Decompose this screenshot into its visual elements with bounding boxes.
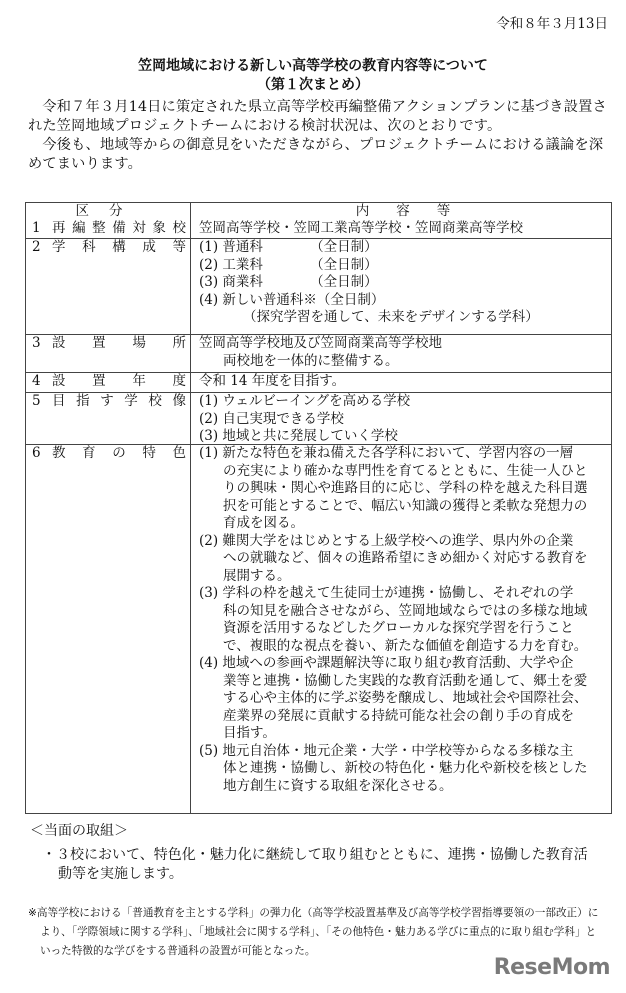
content-line: (5) 地元自治体・地元企業・大学・中学校等からなる多様な主	[199, 742, 574, 759]
row-category	[26, 239, 191, 334]
content-line: 育成を図る。	[223, 515, 304, 531]
content-line: 地方創生に資する取組を深化させる。	[223, 777, 453, 794]
content-line: 科の知見を融合させながら、笠岡地域ならではの多様な地域	[223, 602, 588, 619]
content-line: (3) 地域と共に発展していく学校	[199, 428, 398, 444]
content-line: で、複眼的な視点を養い、新たな価値を創造する力を育む。	[223, 637, 588, 654]
content-line: りの興味・関心や進路目的に応じ、学科の枠を越えた科目選	[223, 480, 588, 496]
table-row	[26, 372, 611, 392]
row-category	[26, 445, 191, 813]
initiatives-line: ・３校において、特色化・魅力化に継続して取り組むとともに、連携・協働した教育活	[42, 847, 588, 863]
footnote	[28, 904, 598, 961]
row-number: 2	[32, 239, 41, 255]
intro-line: めてまいります。	[28, 156, 142, 172]
content-line: する心や主体的に学ぶ姿勢を醸成し、地域社会や国際社会、	[223, 690, 588, 706]
row-content	[191, 335, 611, 372]
row-category	[26, 335, 191, 372]
document-title: 笠岡地域における新しい高等学校の教育内容等について	[138, 58, 488, 74]
content-line: 資源を活用するなどしたグローカルな探究学習を行うこと	[223, 620, 574, 636]
row-content	[191, 393, 611, 444]
current-initiatives	[30, 822, 588, 884]
content-line: 目指す。	[223, 725, 276, 741]
row-label: 目指す学校像	[52, 393, 186, 409]
content-line: (3) 学科の枠を越えて生徒同士が連携・協働し、それぞれの学	[199, 585, 574, 601]
content-line: （探究学習を通して、未来をデザインする学科）	[243, 309, 539, 325]
content-line: (1) 新たな特色を兼ね備えた各学科において、学習内容の一層	[199, 445, 574, 461]
footnote-line: より、「学際領域に関する学科」、「地域社会に関する学科」、「その他特色・魅力ある学びに重点的に取り組む学科」と	[40, 926, 597, 938]
row-number: 3	[32, 335, 41, 351]
footnote-line: いった特徴的な学びをする普通科の設置が可能となった。	[40, 945, 316, 957]
row-label: 学科構成等	[52, 239, 186, 255]
content-line: (1) 普通科 （全日制）	[199, 239, 378, 255]
row-number: 4	[32, 373, 41, 389]
row-content	[191, 220, 611, 238]
row-category	[26, 393, 191, 444]
row-number: 6	[32, 445, 41, 461]
row-category	[26, 373, 191, 392]
content-line: (4) 地域への参画や課題解決等に取り組む教育活動、大学や企	[199, 655, 574, 671]
row-content	[191, 373, 611, 392]
content-line: (2) 自己実現できる学校	[199, 410, 344, 427]
content-line: 笠岡高等学校・笠岡工業高等学校・笠岡商業高等学校	[199, 220, 523, 236]
initiatives-line: 動等を実施します。	[58, 866, 183, 882]
header-content: 内 容 等	[355, 203, 451, 219]
row-category	[26, 220, 191, 238]
footnote-line: ※高等学校における「普通教育を主とする学科」の弾力化（高等学校設置基準及び高等学校学習指導要領の一部改正）に	[28, 907, 599, 919]
content-line: 産業界の発展に貢献する持続可能な社会の創り手の育成を	[223, 707, 574, 724]
row-label: 教育の特色	[52, 445, 186, 461]
content-line: 令和 14 年度を目指す。	[199, 373, 346, 389]
content-line: (3) 商業科 （全日制）	[199, 274, 378, 290]
intro-paragraph	[28, 98, 607, 174]
content-line: (4) 新しい普通科※（全日制）	[199, 291, 385, 308]
header-category	[26, 203, 191, 220]
row-label: 再編整備対象校	[52, 220, 186, 236]
row-label: 設置年度	[52, 373, 186, 389]
row-number: 5	[32, 393, 41, 409]
row-content	[191, 445, 611, 813]
header-category-label: 区分	[75, 203, 143, 219]
table-row	[26, 334, 611, 372]
table-header	[26, 203, 611, 220]
row-number: 1	[32, 220, 41, 236]
content-line: への就職など、個々の進路希望にきめ細かく対応する教育を	[223, 550, 588, 566]
content-line: (2) 難関大学をはじめとする上級学校への進学、県内外の企業	[199, 532, 574, 549]
intro-line: 令和７年３月14日に策定された県立高等学校再編整備アクションプランに基づき設置さ	[28, 99, 607, 115]
content-line: 択を可能とすることで、幅広い知識の獲得と柔軟な発想力の	[223, 497, 588, 514]
table-row	[26, 220, 611, 238]
content-line: (1) ウェルビーイングを高める学校	[199, 393, 411, 409]
content-line: (2) 工業科 （全日制）	[199, 256, 378, 273]
document-subtitle: （第１次まとめ）	[257, 77, 369, 93]
intro-line: れた笠岡地域プロジェクトチームにおける検討状況は、次のとおりです。	[28, 118, 502, 134]
content-line: 体と連携・協働し、新校の特色化・魅力化や新校を核とした	[223, 760, 588, 776]
content-line: 業等と連携・協働した実践的な教育活動を通して、郷土を愛	[223, 672, 588, 689]
document-date: 令和８年３月13日	[496, 16, 608, 32]
intro-line: 今後も、地域等からの御意見をいただきながら、プロジェクトチームにおける議論を深	[28, 137, 604, 153]
content-table	[25, 202, 612, 814]
resemom-watermark-logo: ReseMom	[493, 955, 610, 980]
table-row	[26, 444, 611, 813]
content-line: 両校地を一体的に整備する。	[223, 352, 399, 369]
row-label: 設置場所	[52, 335, 186, 351]
row-content	[191, 239, 611, 334]
content-line: 展開する。	[223, 567, 291, 584]
content-line: の充実により確かな専門性を育てるとともに、生徒一人ひと	[223, 462, 588, 479]
initiatives-heading: ＜当面の取組＞	[30, 823, 128, 839]
table-row	[26, 238, 611, 334]
content-line: 笠岡高等学校地及び笠岡商業高等学校地	[199, 335, 442, 351]
table-row	[26, 392, 611, 444]
